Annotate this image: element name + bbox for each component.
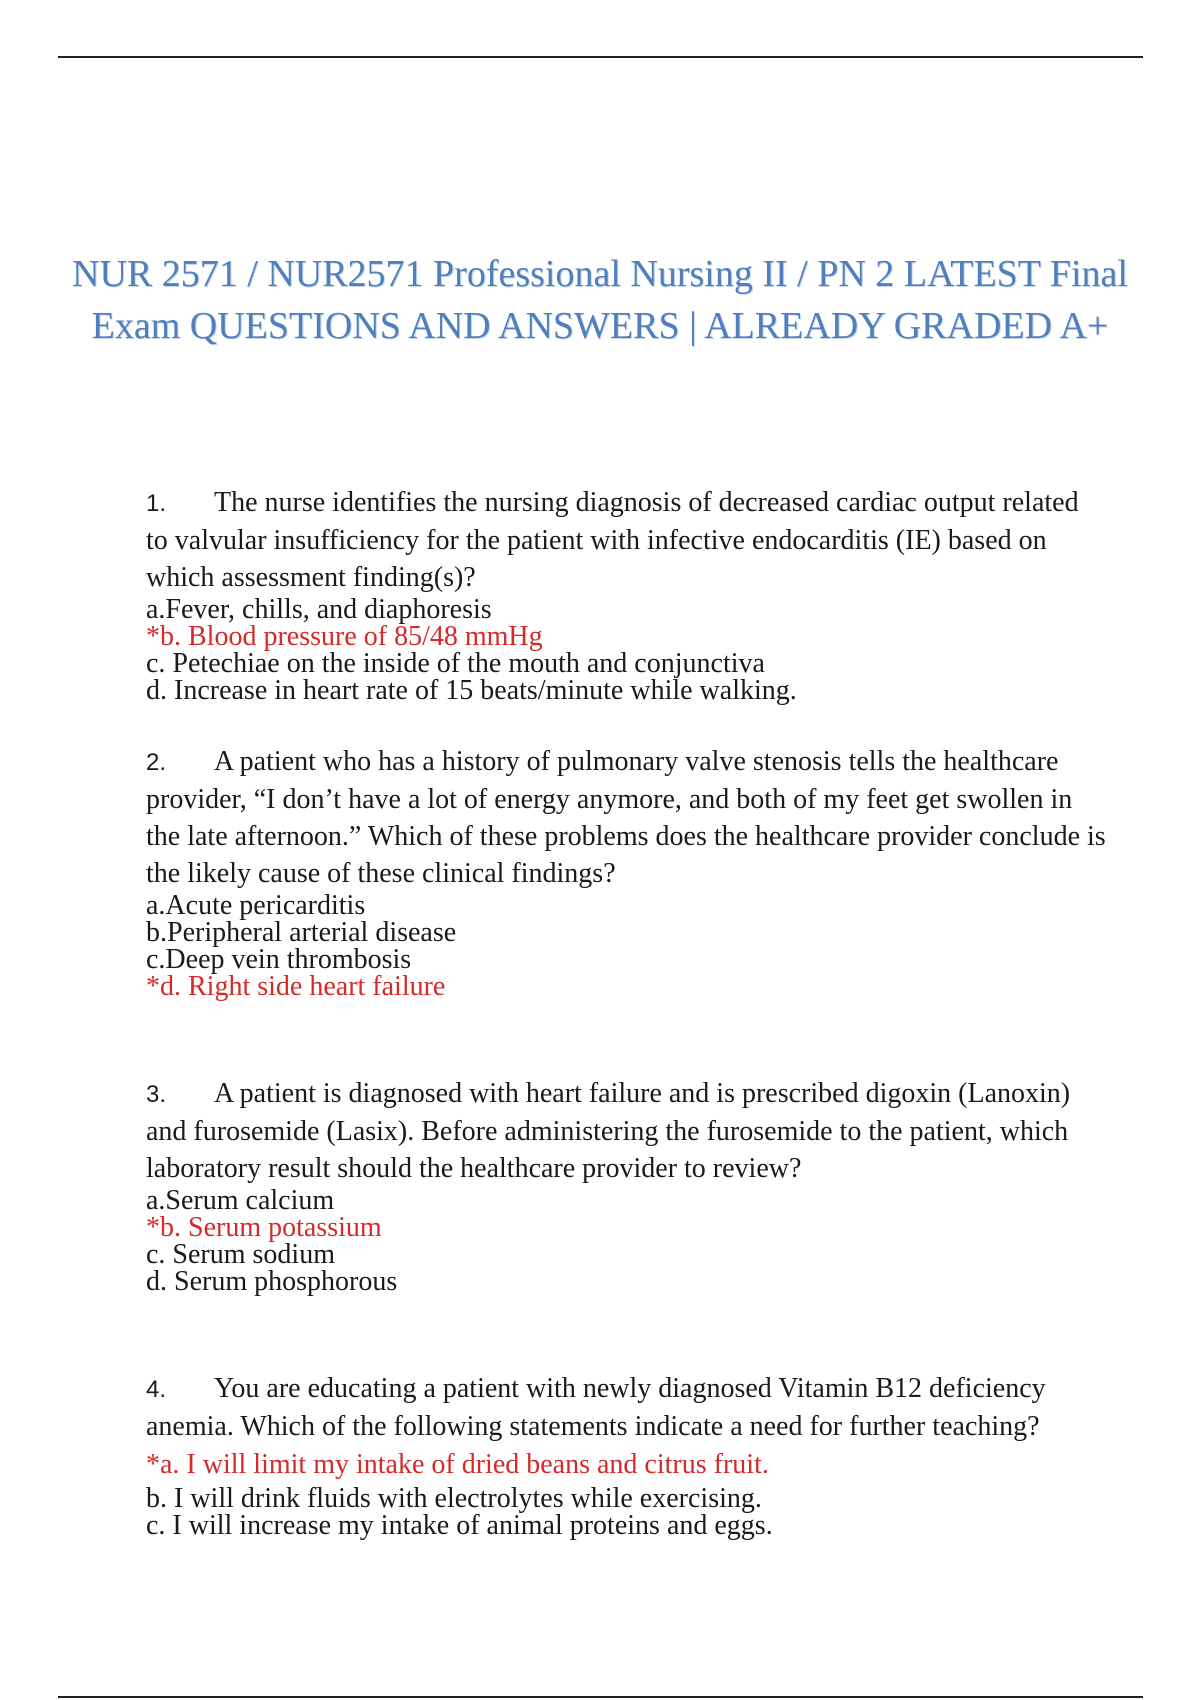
question-number: 2. [146,749,167,776]
question-stem [146,484,1106,596]
answer-option-d-correct: *d. Right side heart failure [146,971,446,1002]
question-number: 1. [146,490,167,517]
answer-option-b-correct: *b. Serum potassium [146,1212,382,1243]
answer-option-a: a.Acute pericarditis [146,890,366,921]
question-1 [146,484,1106,704]
question-text: A patient who has a history of pulmonary valve stenosis tells the healthcare provider, “I don’t have a lot of energy anymore, and both of my feet get swollen in the late afternoon.” Which of these problems does the healthcare provider conclude is the likely cause of these clinical findings? [146,746,1106,889]
answer-options [146,596,1106,704]
answer-option-a-correct: *a. I will limit my intake of dried beans and citrus fruit. [146,1449,769,1480]
answer-options [146,892,1106,1000]
answer-option-c: c. Serum sodium [146,1239,335,1270]
answer-options [146,1445,1106,1539]
question-text: A patient is diagnosed with heart failure and is prescribed digoxin (Lanoxin) and furosemide (Lasix). Before administering the furosemide to the patient, which laboratory result should the healthcare provider to review? [146,1078,1071,1184]
question-4 [146,1370,1106,1539]
answer-option-c: c. Petechiae on the inside of the mouth and conjunctiva [146,648,765,679]
document-title: NUR 2571 / NUR2571 Professional Nursing II / PN 2 LATEST Final Exam QUESTIONS AND ANSWERS | ALREADY GRADED A+ [72,253,1128,347]
answer-option-a: a.Serum calcium [146,1185,335,1216]
answer-option-d: d. Serum phosphorous [146,1266,398,1297]
question-text: The nurse identifies the nursing diagnosis of decreased cardiac output related to valvular insufficiency for the patient with infective endocarditis (IE) based on which assessment finding(s)? [146,487,1079,593]
bottom-rule [58,1696,1143,1698]
answer-option-d: d. Increase in heart rate of 15 beats/minute while walking. [146,675,797,706]
question-stem [146,743,1106,892]
answer-option-a: a.Fever, chills, and diaphoresis [146,594,492,625]
question-stem [146,1075,1106,1187]
answer-options [146,1187,1106,1295]
question-number: 4. [146,1376,167,1403]
question-number: 3. [146,1081,167,1108]
answer-option-b: b. I will drink fluids with electrolytes while exercising. [146,1483,762,1514]
question-stem [146,1370,1106,1445]
question-2 [146,743,1106,1000]
question-text: You are educating a patient with newly diagnosed Vitamin B12 deficiency anemia. Which of the following statements indicate a need for further teaching? [146,1373,1046,1442]
question-3 [146,1075,1106,1295]
top-rule [58,56,1143,58]
answer-option-c: c. I will increase my intake of animal proteins and eggs. [146,1510,773,1541]
answer-option-c: c.Deep vein thrombosis [146,944,412,975]
answer-option-b: b.Peripheral arterial disease [146,917,457,948]
answer-option-b-correct: *b. Blood pressure of 85/48 mmHg [146,621,543,652]
